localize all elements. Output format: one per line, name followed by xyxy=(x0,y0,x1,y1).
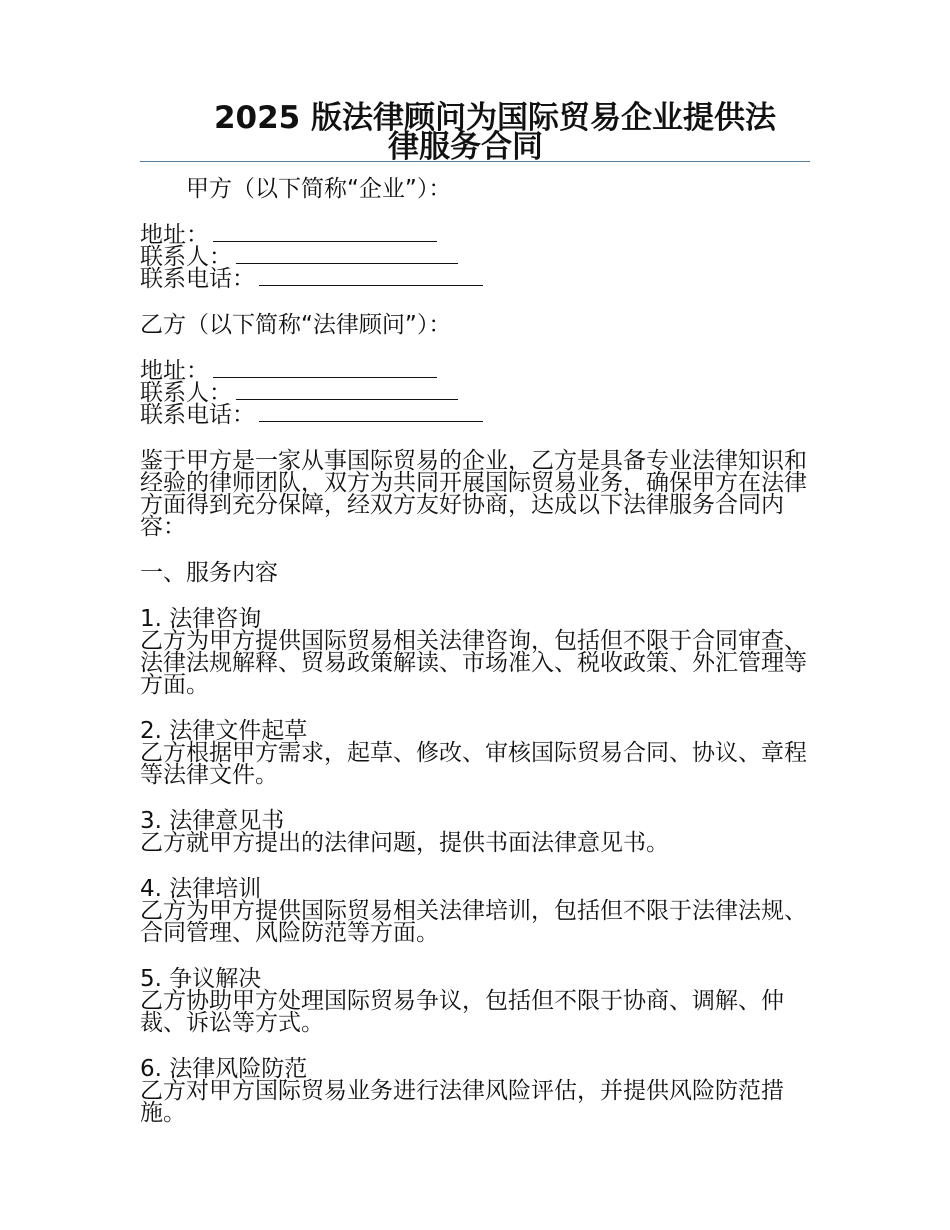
fill-blank xyxy=(259,407,483,422)
item-text: 乙方对甲方国际贸易业务进行法律风险评估，并提供风险防范措施。 xyxy=(140,1078,784,1126)
item-title: 5. 争议解决 xyxy=(140,966,262,992)
party-b-phone: 联系电话： xyxy=(140,404,812,426)
preamble-paragraph: 鉴于甲方是一家从事国际贸易的企业，乙方是具备专业法律知识和经验的律师团队，双方为共同开展国际贸易业务，确保甲方在法律方面得到充分保障，经双方友好协商，达成以下法律服务合同内容： xyxy=(140,448,807,540)
fill-blank xyxy=(236,249,458,264)
document-title xyxy=(140,100,810,165)
item-title: 6. 法律风险防范 xyxy=(140,1056,308,1082)
fill-blank xyxy=(213,363,437,378)
party-b-contact: 联系人： xyxy=(140,382,812,404)
item-title: 2. 法律文件起草 xyxy=(140,718,308,744)
item-title: 3. 法律意见书 xyxy=(140,808,285,834)
fill-blank xyxy=(236,385,458,400)
party-a-contact: 联系人： xyxy=(140,246,812,268)
fill-blank xyxy=(213,227,437,242)
party-a-phone: 联系电话： xyxy=(140,268,812,290)
party-b-address: 地址： xyxy=(140,360,812,382)
item-text: 乙方为甲方提供国际贸易相关法律咨询，包括但不限于合同审查、法律法规解释、贸易政策解读、市场准入、税收政策、外汇管理等方面。 xyxy=(140,628,807,698)
title-line-1: 2025 版法律顾问为国际贸易企业提供法 xyxy=(213,100,777,136)
section-heading: 一、服务内容 xyxy=(140,560,278,586)
party-a-address: 地址： xyxy=(140,224,812,246)
item-title: 1. 法律咨询 xyxy=(140,606,262,632)
title-line-2: 律服务合同 xyxy=(388,129,543,165)
item-text: 乙方就甲方提出的法律问题，提供书面法律意见书。 xyxy=(140,830,669,856)
party-b-heading: 乙方（以下简称“法律顾问”）： xyxy=(140,312,452,338)
item-title: 4. 法律培训 xyxy=(140,876,262,902)
item-text: 乙方根据甲方需求，起草、修改、审核国际贸易合同、协议、章程等法律文件。 xyxy=(140,740,807,788)
title-divider xyxy=(140,161,810,162)
item-text: 乙方协助甲方处理国际贸易争议，包括但不限于协商、调解、仲裁、诉讼等方式。 xyxy=(140,988,784,1036)
party-a-heading: 甲方（以下简称“企业”）： xyxy=(186,176,452,202)
item-text: 乙方为甲方提供国际贸易相关法律培训，包括但不限于法律法规、合同管理、风险防范等方面。 xyxy=(140,898,807,946)
fill-blank xyxy=(259,271,483,286)
document-body xyxy=(140,178,812,1124)
